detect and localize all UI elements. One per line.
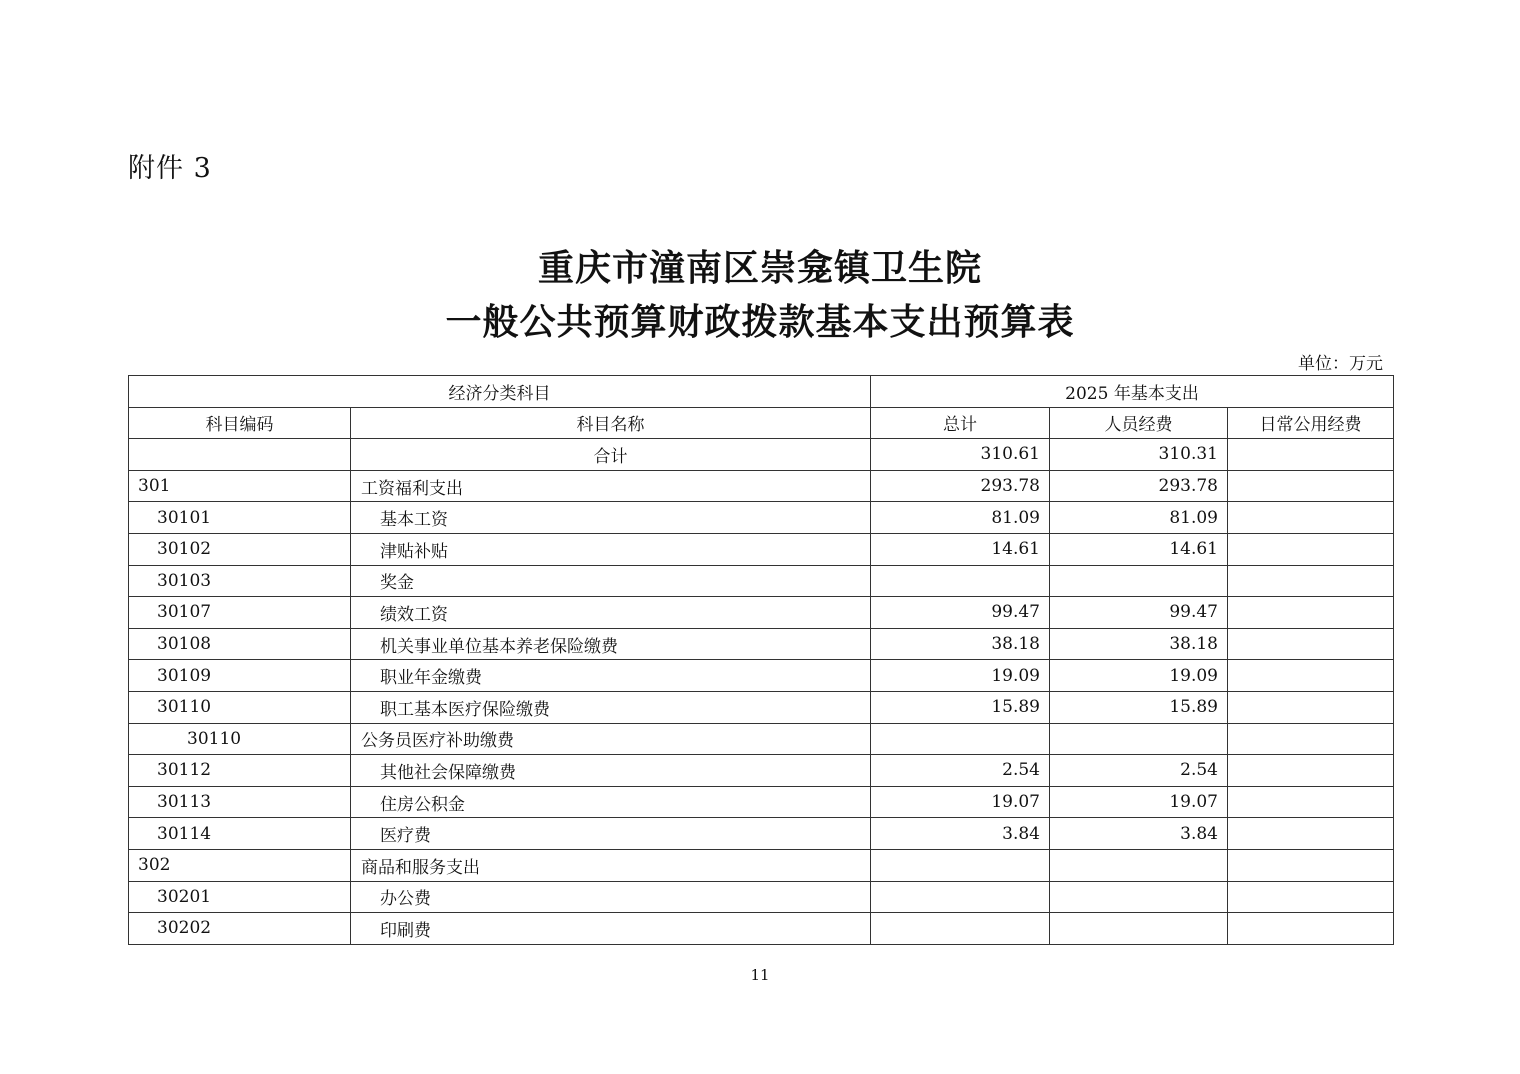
cell-code xyxy=(129,439,351,471)
cell-personnel: 293.78 xyxy=(1050,470,1228,502)
table-row xyxy=(129,565,1394,597)
cell-name: 商品和服务支出 xyxy=(351,849,871,881)
table-row xyxy=(129,660,1394,692)
table-row xyxy=(129,470,1394,502)
cell-code: 30101 xyxy=(129,502,351,534)
group-header-basic-expenditure: 2025 年基本支出 xyxy=(871,376,1394,408)
table-body xyxy=(129,439,1394,945)
cell-name: 职工基本医疗保险缴费 xyxy=(351,691,871,723)
cell-public xyxy=(1228,818,1394,850)
cell-personnel xyxy=(1050,913,1228,945)
cell-code: 30108 xyxy=(129,628,351,660)
table-row xyxy=(129,691,1394,723)
table-row xyxy=(129,533,1394,565)
cell-code: 30110 xyxy=(129,723,351,755)
page-number: 11 xyxy=(750,966,770,984)
cell-public xyxy=(1228,597,1394,629)
cell-public xyxy=(1228,691,1394,723)
cell-name: 绩效工资 xyxy=(351,597,871,629)
cell-total xyxy=(871,913,1050,945)
cell-total: 38.18 xyxy=(871,628,1050,660)
cell-public xyxy=(1228,502,1394,534)
cell-name: 合计 xyxy=(351,439,871,471)
cell-public xyxy=(1228,533,1394,565)
cell-code: 301 xyxy=(129,470,351,502)
table-row xyxy=(129,502,1394,534)
table-group-header-row xyxy=(129,376,1394,408)
table-row xyxy=(129,786,1394,818)
cell-name: 工资福利支出 xyxy=(351,470,871,502)
column-header-name: 科目名称 xyxy=(351,407,871,439)
cell-name: 机关事业单位基本养老保险缴费 xyxy=(351,628,871,660)
cell-total: 310.61 xyxy=(871,439,1050,471)
cell-public xyxy=(1228,755,1394,787)
table-row xyxy=(129,723,1394,755)
cell-total: 19.07 xyxy=(871,786,1050,818)
cell-name: 基本工资 xyxy=(351,502,871,534)
cell-total: 293.78 xyxy=(871,470,1050,502)
cell-personnel: 14.61 xyxy=(1050,533,1228,565)
cell-total xyxy=(871,849,1050,881)
table-row xyxy=(129,439,1394,471)
cell-personnel: 3.84 xyxy=(1050,818,1228,850)
column-header-public: 日常公用经费 xyxy=(1228,407,1394,439)
cell-personnel xyxy=(1050,849,1228,881)
cell-public xyxy=(1228,881,1394,913)
cell-code: 30102 xyxy=(129,533,351,565)
column-header-personnel: 人员经费 xyxy=(1050,407,1228,439)
cell-name: 印刷费 xyxy=(351,913,871,945)
cell-name: 住房公积金 xyxy=(351,786,871,818)
cell-total: 3.84 xyxy=(871,818,1050,850)
attachment-label: 附件 3 xyxy=(128,153,212,184)
cell-code: 302 xyxy=(129,849,351,881)
group-header-economic: 经济分类科目 xyxy=(129,376,871,408)
unit-label: 单位：万元 xyxy=(1298,354,1383,374)
cell-total xyxy=(871,565,1050,597)
cell-personnel xyxy=(1050,881,1228,913)
cell-name: 奖金 xyxy=(351,565,871,597)
cell-public xyxy=(1228,628,1394,660)
page-title-line-1: 重庆市潼南区崇龛镇卫生院 xyxy=(537,247,982,289)
table-row xyxy=(129,913,1394,945)
cell-public xyxy=(1228,660,1394,692)
cell-public xyxy=(1228,849,1394,881)
cell-total: 14.61 xyxy=(871,533,1050,565)
cell-public xyxy=(1228,786,1394,818)
column-header-code: 科目编码 xyxy=(129,407,351,439)
cell-personnel: 19.09 xyxy=(1050,660,1228,692)
cell-public xyxy=(1228,913,1394,945)
cell-personnel: 2.54 xyxy=(1050,755,1228,787)
cell-name: 津贴补贴 xyxy=(351,533,871,565)
cell-code: 30201 xyxy=(129,881,351,913)
cell-total: 19.09 xyxy=(871,660,1050,692)
cell-personnel: 15.89 xyxy=(1050,691,1228,723)
cell-personnel: 99.47 xyxy=(1050,597,1228,629)
cell-code: 30114 xyxy=(129,818,351,850)
column-header-total: 总计 xyxy=(871,407,1050,439)
table-row xyxy=(129,597,1394,629)
cell-public xyxy=(1228,439,1394,471)
table-row xyxy=(129,849,1394,881)
cell-personnel: 38.18 xyxy=(1050,628,1228,660)
cell-code: 30109 xyxy=(129,660,351,692)
table-row xyxy=(129,755,1394,787)
cell-public xyxy=(1228,565,1394,597)
cell-personnel xyxy=(1050,565,1228,597)
cell-total: 2.54 xyxy=(871,755,1050,787)
cell-code: 30113 xyxy=(129,786,351,818)
cell-personnel: 81.09 xyxy=(1050,502,1228,534)
cell-personnel: 19.07 xyxy=(1050,786,1228,818)
budget-table xyxy=(128,375,1394,945)
table-column-header-row xyxy=(129,407,1394,439)
cell-personnel: 310.31 xyxy=(1050,439,1228,471)
page-title-line-2: 一般公共预算财政拨款基本支出预算表 xyxy=(445,301,1075,343)
cell-code: 30110 xyxy=(129,691,351,723)
cell-code: 30202 xyxy=(129,913,351,945)
cell-name: 公务员医疗补助缴费 xyxy=(351,723,871,755)
table-row xyxy=(129,628,1394,660)
cell-name: 职业年金缴费 xyxy=(351,660,871,692)
cell-public xyxy=(1228,470,1394,502)
cell-total: 99.47 xyxy=(871,597,1050,629)
table-row xyxy=(129,818,1394,850)
cell-name: 办公费 xyxy=(351,881,871,913)
cell-total xyxy=(871,723,1050,755)
cell-name: 医疗费 xyxy=(351,818,871,850)
cell-code: 30103 xyxy=(129,565,351,597)
cell-total xyxy=(871,881,1050,913)
cell-name: 其他社会保障缴费 xyxy=(351,755,871,787)
cell-public xyxy=(1228,723,1394,755)
cell-total: 81.09 xyxy=(871,502,1050,534)
cell-code: 30107 xyxy=(129,597,351,629)
cell-total: 15.89 xyxy=(871,691,1050,723)
cell-personnel xyxy=(1050,723,1228,755)
cell-code: 30112 xyxy=(129,755,351,787)
table-row xyxy=(129,881,1394,913)
